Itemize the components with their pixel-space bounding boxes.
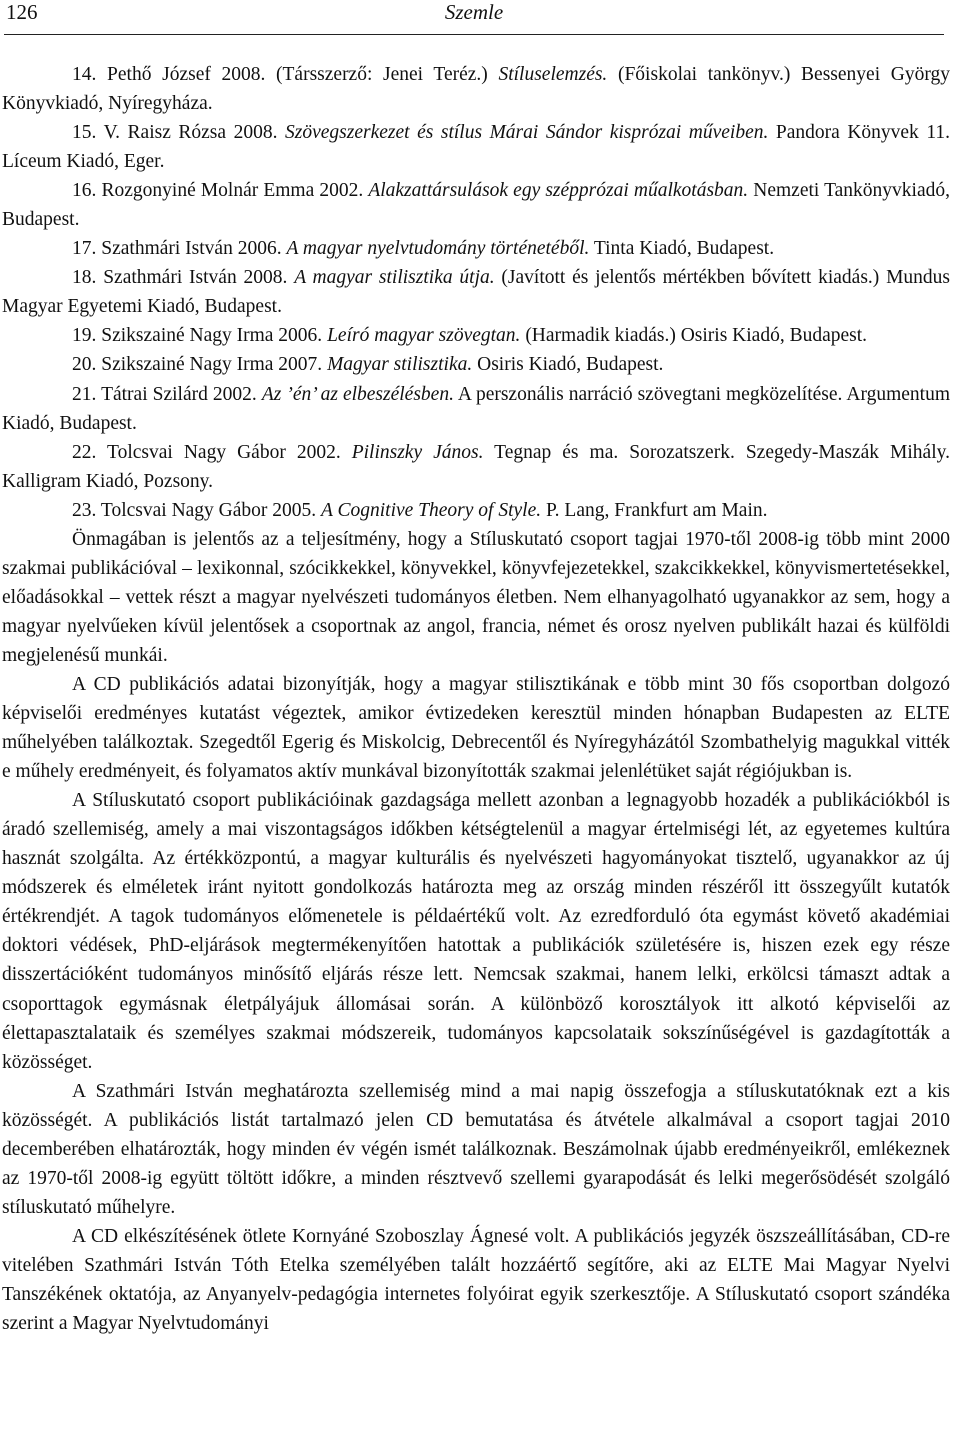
reference-item: 18. Szathmári István 2008. A magyar stilisztika útja. (Javított és jelentős mértékben bővített kiadás.) Mundus Magyar Egyetemi Kiadó, Budapest. [2, 267, 951, 318]
reference-item: 16. Rozgonyiné Molnár Emma 2002. Alakzattársulások egy szépprózai műalkotásban. Nemzeti Tankönyvkiadó, Budapest. [2, 180, 950, 231]
page-number: 126 [6, 0, 38, 24]
reference-item: 17. Szathmári István 2006. A magyar nyelvtudomány történetéből. Tinta Kiadó, Budapest. [72, 238, 775, 260]
page-header [4, 0, 944, 35]
page-body [2, 60, 950, 1338]
reference-item: 23. Tolcsvai Nagy Gábor 2005. A Cognitive Theory of Style. P. Lang, Frankfurt am Main. [72, 499, 768, 521]
reference-item: 20. Szikszainé Nagy Irma 2007. Magyar stilisztika. Osiris Kiadó, Budapest. [72, 354, 664, 376]
reference-item: 22. Tolcsvai Nagy Gábor 2002. Pilinszky János. Tegnap és ma. Sorozatszerk. Szegedy-Maszák Mihály. Kalligram Kiadó, Pozsony. [2, 441, 950, 492]
body-paragraph: A Stíluskutató csoport publikációinak gazdagsága mellett azonban a legnagyobb hozadék a publikációkból is áradó szellemiség, amely a mai viszontagságos időkben kétségtelenül a magyar értelmiségi lét, az egyetemes kultúra hasznát szolgálta. Az értékközpontú, a magyar kulturális és nyelvészeti hagyományokat tisztelő, ugyanakkor az új módszerek és elméletek iránt nyitott gondolkozás határozta meg az ország minden részéről itt összegyűlt kutatók értékrendjét. A tagok tudományos előmenetele is példaértékű volt. Az ezredforduló óta egymást követő akadémiai doktori védések, PhD-eljárások megtermékenyítően hatottak a publikációk születésére is, hiszen ezek egy része disszertációként tudományos minősítő eljárás része lett. Nemcsak szakmai, hanem lelki, erkölcsi támaszt adtak a csoporttagok egymásnak életpályájuk állomásai során. A különböző korosztályok itt alkotó képviselői az élettapasztalataik és személyes szakmai módszereik, tudományos kapcsolataik sokszínűségével is gazdagították a közösséget. [2, 790, 950, 1073]
running-head: Szemle [444, 0, 504, 24]
body-paragraph: A Szathmári István meghatározta szellemiség mind a mai napig összefogja a stíluskutatóknak ezt a kis közösségét. A publikációs listát tartalmazó jelen CD bemutatása és átvétele alkalmával a csoport tagjai 2010 decemberében elhatározták, hogy minden év végén ismét találkoznak. Beszámolnak újabb eredményeikről, emlékeznek az 1970-től 2008-ig együtt töltött időkre, a minden résztvevő szellemi gyarapodását és lelki megerősödését szolgáló stíluskutató műhelyre. [2, 1080, 950, 1218]
reference-item: 15. V. Raisz Rózsa 2008. Szövegszerkezet és stílus Márai Sándor kisprózai műveiben. Pandora Könyvek 11. Líceum Kiadó, Eger. [2, 122, 950, 173]
reference-item: 14. Pethő József 2008. (Társszerző: Jenei Teréz.) Stíluselemzés. (Főiskolai tankönyv.) Bessenyei György Könyvkiadó, Nyíregyháza. [2, 64, 950, 115]
body-paragraph: A CD publikációs adatai bizonyítják, hogy a magyar stilisztikának e több mint 30 fős csoportban dolgozó képviselői eredményes kutatást végeztek, amikor évtizedeken keresztül minden hónapban Budapesten az ELTE műhelyében találkoztak. Szegedtől Egerig és Miskolcig, Debrecentől és Nyíregyházától Szombathelyig magukkal vitték e műhely eredményeit, és folyamatos aktív munkával bizonyították szakmai jelenlétüket saját régiójukban is. [2, 673, 950, 783]
reference-list [2, 60, 950, 525]
reference-item: 19. Szikszainé Nagy Irma 2006. Leíró magyar szövegtan. (Harmadik kiadás.) Osiris Kiadó, Budapest. [72, 325, 868, 347]
body-paragraph: Önmagában is jelentős az a teljesítmény, hogy a Stíluskutató csoport tagjai 1970-től 2008-ig több mint 2000 szakmai publikációval – lexikonnal, szócikkekkel, könyvekkel, könyvfejezetekkel, szakcikkekkel, könyvismertetésekkel, előadásokkal – vettek részt a magyar nyelvészeti tudományos életben. Nem elhanyagolható ugyanakkor az sem, hogy a magyar nyelvűeken kívül jelentősek a csoportnak az angol, francia, német és orosz nyelven publikált hazai és külföldi megjelenésű munkái. [2, 528, 950, 666]
body-paragraph: A CD elkészítésének ötlete Kornyáné Szoboszlay Ágnesé volt. A publikációs jegyzék öszszeállításában, CD-re vitelében Szathmári István Tóth Etelka személyében talált hozzáértő segítőre, aki az ELTE Mai Magyar Nyelvi Tanszékének oktatója, az Anyanyelv-pedagógia internetes folyóirat egyik szerkesztője. A Stíluskutató csoport szándéka szerint a Magyar Nyelvtudományi [2, 1225, 950, 1335]
reference-item: 21. Tátrai Szilárd 2002. Az ’én’ az elbeszélésben. A perszonális narráció szövegtani megközelítése. Argumentum Kiadó, Budapest. [2, 383, 950, 434]
